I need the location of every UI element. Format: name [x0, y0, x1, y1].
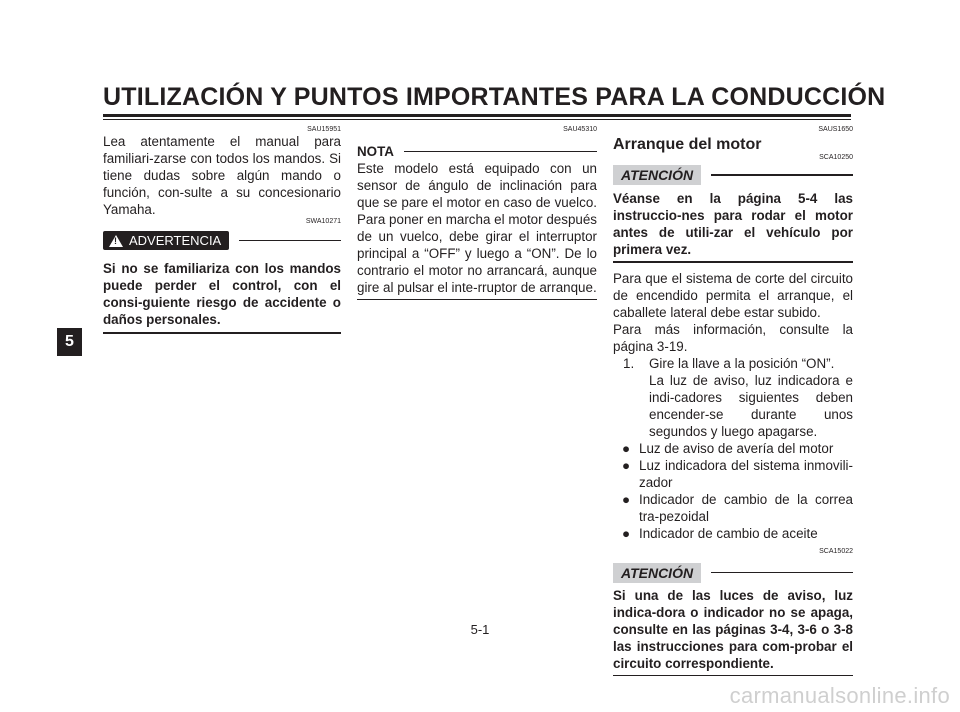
- warning-rule: [239, 240, 341, 242]
- caution-text: Véanse en la página 5-4 las instruccio-nes para rodar el motor antes de utili-zar el vehículo por primera vez.: [613, 191, 853, 257]
- bullet-text: Luz indicadora del sistema inmovili-zador: [639, 457, 853, 490]
- bullet-item: ● Indicador de cambio de aceite: [613, 525, 853, 542]
- note-header: [357, 144, 597, 159]
- caution-code: SCA15022: [819, 547, 853, 555]
- warning-code: SWA10271: [305, 218, 341, 225]
- note-end-rule: [357, 299, 597, 300]
- paragraph: Para que el sistema de corte del circuito de encendido permita el arranque, el caballete lateral debe estar subido.: [613, 270, 853, 320]
- chapter-tab: 5: [57, 328, 82, 356]
- warning-end-rule: [103, 332, 341, 334]
- page-header-title: UTILIZACIÓN Y PUNTOS IMPORTANTES PARA LA CONDUCCIÓN: [103, 83, 886, 111]
- caution-header: [613, 165, 853, 185]
- note-rule: [404, 151, 597, 152]
- warning-label: ADVERTENCIA: [129, 233, 222, 248]
- section-code: SAU45310: [563, 126, 597, 133]
- warning-badge: [103, 231, 229, 250]
- caution-rule: [711, 572, 853, 574]
- caution-end-rule: [613, 675, 853, 677]
- column-3: [613, 126, 853, 676]
- watermark: carmanualsonline.info: [729, 683, 950, 708]
- header-rule: [103, 114, 851, 117]
- caution-code: SCA10250: [819, 154, 853, 161]
- note-label: NOTA: [357, 144, 394, 159]
- caution-header: [613, 563, 853, 583]
- section-heading: Arranque del motor: [613, 136, 762, 153]
- bullet-text: Indicador de cambio de aceite: [639, 525, 818, 541]
- warning-icon: !: [109, 235, 123, 247]
- bullet-text: Luz de aviso de avería del motor: [639, 440, 834, 456]
- header-rule-thin: [103, 119, 851, 120]
- note-text: Este modelo está equipado con un sensor de ángulo de inclinación para que se pare el motor en caso de vuelco. Para poner en marcha el motor después de un vuelco, debe girar el interruptor principal a “OFF” y luego a “ON”. De lo contrario el motor no arrancará, aunque gire al pulsar el inte-rruptor de arranque.: [357, 161, 597, 295]
- column-1: [103, 126, 341, 334]
- bullet-item: ● Luz de aviso de avería del motor: [613, 440, 853, 457]
- bullet-item: ● Indicador de cambio de la correa tra-pezoidal: [621, 491, 853, 524]
- bullet-item: ● Luz indicadora del sistema inmovili-zador: [621, 457, 853, 490]
- section-code: SAUS1650: [818, 126, 853, 133]
- caution-badge: ATENCIÓN: [613, 165, 701, 185]
- list-item-text: Gire la llave a la posición “ON”.: [649, 355, 835, 371]
- caution-rule: [711, 174, 853, 176]
- caution-text: Si una de las luces de aviso, luz indica-dora o indicador no se apaga, consulte en las páginas 3-4, 3-6 o 3-8 las instrucciones para com-probar el circuito correspondiente.: [613, 587, 853, 671]
- column-2: [357, 126, 597, 300]
- list-number: 1.: [623, 355, 635, 371]
- caution-end-rule: [613, 261, 853, 263]
- caution-badge: ATENCIÓN: [613, 563, 701, 583]
- paragraph: Para más información, consulte la página 3-19.: [613, 321, 853, 354]
- warning-header: [103, 231, 341, 250]
- warning-text: Si no se familiariza con los mandos puede perder el control, con el consi-guiente riesgo de accidente o daños personales.: [103, 261, 341, 327]
- page-number: 5-1: [470, 622, 490, 637]
- list-item: [613, 355, 853, 440]
- bullet-text: Indicador de cambio de la correa tra-pezoidal: [639, 491, 853, 524]
- section-code: SAU15951: [307, 126, 341, 133]
- list-item-subtext: La luz de aviso, luz indicadora e indi-cadores siguientes deben encender-se durante unos segundos y luego apagarse.: [649, 372, 853, 439]
- intro-paragraph: Lea atentamente el manual para familiari-zarse con todos los mandos. Si tiene dudas sobre algún mando o función, con-sulte a su concesionario Yamaha.: [103, 134, 341, 217]
